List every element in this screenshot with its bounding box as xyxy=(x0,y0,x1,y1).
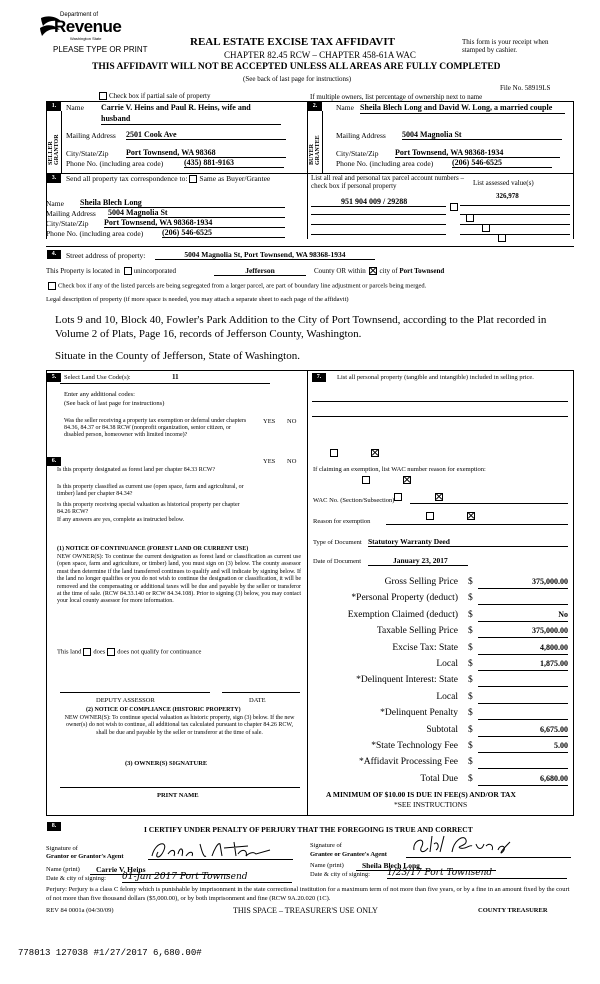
s3-phone: (206) 546-6525 xyxy=(162,228,285,238)
location-line: This Property is located in unincorporated xyxy=(46,267,177,275)
buyer-mailing: 5004 Magnolia St xyxy=(402,130,562,140)
s6-q3: Is this property receiving special valuation as historical property per chapter 84.26 RCW? xyxy=(57,502,240,515)
logo-main: Revenue xyxy=(54,17,122,36)
partial-sale[interactable]: Check box if partial sale of property xyxy=(97,92,210,100)
buyer-city: Port Townsend, WA 98368-1934 xyxy=(395,148,560,158)
parcel-number: 951 904 009 / 29288 xyxy=(311,197,446,207)
s6-q2: Is this property classified as current use (open space, farm and agricultural, or timber) land per chapter 84.34? xyxy=(57,484,244,497)
tax-row-label: *State Technology Fee xyxy=(371,741,458,751)
see-instructions: *SEE INSTRUCTIONS xyxy=(394,800,468,809)
s6-yes: YES xyxy=(263,458,276,465)
grantor-name-label: Name (print) xyxy=(46,866,80,873)
parcel4-checkbox[interactable] xyxy=(498,234,506,242)
tax-row-label: Total Due xyxy=(420,774,458,784)
section-2-badge: 2. xyxy=(308,102,322,111)
logo-top: Department of xyxy=(60,12,99,18)
tax-row-value[interactable]: 5.00 xyxy=(478,741,568,753)
buyer-mailing-label: Mailing Address xyxy=(336,131,386,140)
s6-q1-yes[interactable] xyxy=(362,476,370,484)
s6-q2-yes[interactable] xyxy=(394,493,402,501)
segregated-line[interactable]: Check box if any of the listed parcels are being segregated from a larger parcel, are part of boundary line adjustment or parcels being merged. xyxy=(46,282,426,290)
county-name: Jefferson xyxy=(214,266,306,276)
form-warning: THIS AFFIDAVIT WILL NOT BE ACCEPTED UNLESS ALL AREAS ARE FULLY COMPLETED xyxy=(92,62,501,72)
s6-q1-no[interactable] xyxy=(403,476,411,484)
tax-row-label: *Delinquent Penalty xyxy=(380,708,458,718)
owner-signature: (3) OWNER(S) SIGNATURE xyxy=(125,760,208,767)
buyer-name-label: Name xyxy=(336,103,354,112)
within-city-checkbox[interactable] xyxy=(369,267,377,275)
street-address: 5004 Magnolia St, Port Townsend, WA 98368-1934 xyxy=(155,250,375,260)
s3-phone-label: Phone No. (including area code) xyxy=(46,229,144,238)
s3-mailing-label: Mailing Address xyxy=(46,209,96,218)
tax-row-value[interactable]: 6,675.00 xyxy=(478,725,568,737)
doc-date: January 23, 2017 xyxy=(368,556,468,566)
tax-row-value[interactable]: 4,800.00 xyxy=(478,643,568,655)
file-no: File No. 58919LS xyxy=(500,84,551,92)
send-correspondence[interactable]: Send all property tax correspondence to: Same as Buyer/Grantee xyxy=(66,174,271,183)
rev-number: REV 84 0001a (04/30/09) xyxy=(46,907,114,914)
tax-row-label: Taxable Selling Price xyxy=(376,626,458,636)
tax-row-value[interactable]: 6,680.00 xyxy=(478,774,568,786)
s6-note: If any answers are yes, complete as instructed below. xyxy=(57,517,185,523)
seller-grantor-label: SELLER GRANTOR xyxy=(48,134,60,165)
grantor-sig-label: Signature of xyxy=(46,845,78,852)
print-name: PRINT NAME xyxy=(157,792,199,799)
assessed-value: 326,978 xyxy=(496,192,519,200)
tax-row-currency: $ xyxy=(468,610,473,620)
wac-claim: If claiming an exemption, list WAC number reason for exemption: xyxy=(313,466,486,473)
seller-phone-label: Phone No. (including area code) xyxy=(66,159,164,168)
notice1-text: NEW OWNER(S): To continue the current designation as forest land or classification as current use (open space, farm and agriculture, or timber) land, you must sign on (3) below. The county assessor must then determine if the land transferred continues to qualify and will indicate by signing below. If the land no longer qualifies or you do not wish to continue the designation or classification, it will be removed and the compensating or additional taxes will be due and payable by the seller or transferor at the time of sale. (RCW 84.33.140 or RCW 84.34.108). Prior to signing (3) below, you may contact your local county assessor for more information. xyxy=(57,554,301,605)
section-6-badge: 6. xyxy=(47,457,61,466)
revenue-logo xyxy=(38,12,122,46)
multiple-owners: If multiple owners, list percentage of ownership next to name xyxy=(310,93,483,101)
perjury-notice: Perjury: Perjury is a class C felony which is punishable by imprisonment in the state correctional institution for a maximum term of not more than five years, or by a fine in an amount fixed by the court of not more than five thousand dollars ($5,000.00), or by both imprisonment and fine (RCW 9A.20.020 (1C). xyxy=(46,886,570,902)
tax-row-label: *Affidavit Processing Fee xyxy=(358,757,458,767)
tax-row-value[interactable]: 1,875.00 xyxy=(478,659,568,671)
assessor-date: DATE xyxy=(249,697,266,704)
s3-name: Sheila Blech Long xyxy=(80,198,285,208)
grantor-name: Carrie V. Heins xyxy=(90,865,230,875)
section-7-badge: 7. xyxy=(312,373,326,382)
s5-no-checkbox[interactable] xyxy=(371,449,379,457)
buyer-city-label: City/State/Zip xyxy=(336,149,379,158)
personal-property-label: List all personal property (tangible and intangible) included in selling price. xyxy=(337,374,534,381)
tax-row-currency: $ xyxy=(468,593,473,603)
notice2-title: (2) NOTICE OF COMPLIANCE (HISTORIC PROPERTY) xyxy=(86,707,241,713)
parcel2-checkbox[interactable] xyxy=(466,214,474,222)
land-use-label: Select Land Use Code(s): xyxy=(64,374,131,381)
grantor-date-handwritten: 01-Jan 2017 Port Townsend xyxy=(122,872,292,883)
tax-row-currency: $ xyxy=(468,708,473,718)
please-type: PLEASE TYPE OR PRINT xyxy=(53,45,148,54)
s6-q2-no[interactable] xyxy=(435,493,443,501)
cashier-stamp: 778013 127038 #1/27/2017 6,680.00# xyxy=(18,948,202,958)
tax-row-value[interactable] xyxy=(478,675,568,687)
section-4-badge: 4. xyxy=(47,250,61,259)
tax-row-label: Local xyxy=(436,692,458,702)
tax-row-value[interactable] xyxy=(478,692,568,704)
form-chapter: CHAPTER 82.45 RCW – CHAPTER 458-61A WAC xyxy=(224,50,416,60)
s5-no: NO xyxy=(287,418,297,425)
tax-row-currency: $ xyxy=(468,757,473,767)
notice1-title: (1) NOTICE OF CONTINUANCE (FOREST LAND OR CURRENT USE) xyxy=(57,546,249,552)
tax-row-value[interactable]: 375,000.00 xyxy=(478,626,568,638)
parcel3-checkbox[interactable] xyxy=(482,224,490,232)
tax-row-currency: $ xyxy=(468,577,473,587)
seller-mailing-label: Mailing Address xyxy=(66,131,116,140)
grantee-name-label: Name (print) xyxy=(310,862,344,869)
county-or: County OR within city of Port Townsend xyxy=(314,267,445,275)
tax-row-label: Exemption Claimed (deduct) xyxy=(347,610,458,620)
this-land-line: This land does does not qualify for continuance xyxy=(57,648,202,656)
segregated-checkbox[interactable] xyxy=(48,282,56,290)
section-8-badge: 8. xyxy=(47,822,61,831)
s3-mailing: 5004 Magnolia St xyxy=(108,208,285,218)
seller-phone: (435) 881-9163 xyxy=(184,158,284,168)
tax-row-currency: $ xyxy=(468,692,473,702)
section-3-badge: 3. xyxy=(47,174,61,183)
section-5-badge: 5. xyxy=(47,373,61,382)
additional-codes-note: (See back of last page for instructions) xyxy=(64,400,165,407)
buyer-phone: (206) 546-6525 xyxy=(452,158,552,168)
grantor-signature xyxy=(150,838,290,864)
street-label: Street address of property: xyxy=(66,251,146,260)
tax-row-label: Local xyxy=(436,659,458,669)
tax-row-value[interactable]: No xyxy=(478,610,568,622)
does-checkbox[interactable] xyxy=(83,648,91,656)
s3-city: Port Townsend, WA 98368-1934 xyxy=(104,218,285,228)
tax-row-label: *Personal Property (deduct) xyxy=(351,593,458,603)
minimum-due: A MINIMUM OF $10.00 IS DUE IN FEE(S) AND/OR TAX xyxy=(326,790,516,799)
grantee-date-label: Date & city of signing: xyxy=(310,871,370,878)
form-title: REAL ESTATE EXCISE TAX AFFIDAVIT xyxy=(190,36,395,48)
logo-sub: Washington State xyxy=(70,36,102,41)
s5-yes: YES xyxy=(263,418,276,425)
treasurer-space: THIS SPACE – TREASURER'S USE ONLY xyxy=(233,906,378,915)
tax-row-value[interactable] xyxy=(478,708,568,720)
grantee-sig-label: Signature of xyxy=(310,842,342,849)
grantee-signature xyxy=(410,832,520,858)
tax-row-value[interactable]: 375,000.00 xyxy=(478,577,568,589)
notice2-text: NEW OWNER(S): To continue special valuation as historic property, sign (3) below. If the new owner(s) do not wish to continue, all additional tax calculated pursuant to chapter 84.26 RCW, shall be due and payable by the seller or transferor at the time of sale. xyxy=(64,715,295,736)
tax-row-currency: $ xyxy=(468,675,473,685)
tax-row-label: Subtotal xyxy=(426,725,458,735)
doc-type: Statutory Warranty Deed xyxy=(368,537,568,547)
doc-date-label: Date of Document xyxy=(313,558,362,565)
receipt-note: This form is your receipt when stamped by cashier. xyxy=(462,38,549,54)
tax-row-currency: $ xyxy=(468,774,473,784)
seller-name: Carrie V. Heins and Paul R. Heins, wife and husband xyxy=(101,102,281,125)
tax-row-currency: $ xyxy=(468,643,473,653)
s3-city-label: City/State/Zip xyxy=(46,219,89,228)
legal-label: Legal description of property (if more space is needed, you may attach a separate sheet to each page of the affidavit) xyxy=(46,296,349,303)
s6-q1: Is this property designated as forest land per chapter 84.33 RCW? xyxy=(57,467,216,473)
certify-statement: I CERTIFY UNDER PENALTY OF PERJURY THAT THE FOREGOING IS TRUE AND CORRECT xyxy=(144,825,473,834)
doc-type-label: Type of Document xyxy=(313,539,362,546)
grantee-agent: Grantee or Grantee's Agent xyxy=(310,851,387,858)
seller-city-label: City/State/Zip xyxy=(66,149,109,158)
tax-row-currency: $ xyxy=(468,725,473,735)
parcel-personal-checkbox[interactable] xyxy=(450,203,458,211)
tax-row-currency: $ xyxy=(468,659,473,669)
grantor-date-label: Date & city of signing: xyxy=(46,875,106,882)
deputy-assessor: DEPUTY ASSESSOR xyxy=(96,697,155,704)
tax-row-value[interactable] xyxy=(478,757,568,769)
s6-q3-no[interactable] xyxy=(467,512,475,520)
see-back: (See back of last page for instructions) xyxy=(243,75,352,83)
situate-text: Situate in the County of Jefferson, State of Washington. xyxy=(55,350,300,362)
grantee-date-handwritten: 1/23/17 Port Townsend xyxy=(387,868,567,879)
unincorporated-checkbox[interactable] xyxy=(124,267,132,275)
parcel-header: List all real and personal tax parcel account numbers – check box if personal property xyxy=(311,174,464,190)
tax-row-currency: $ xyxy=(468,741,473,751)
same-as-buyer-checkbox[interactable] xyxy=(189,175,197,183)
does-not-checkbox[interactable] xyxy=(107,648,115,656)
seller-mailing: 2501 Cook Ave xyxy=(126,130,286,140)
seller-name-label: Name xyxy=(66,103,84,112)
grantee-name: Sheila Blech Long xyxy=(356,861,496,871)
tax-row-currency: $ xyxy=(468,626,473,636)
s6-q3-yes[interactable] xyxy=(426,512,434,520)
tax-row-label: Gross Selling Price xyxy=(384,577,458,587)
s5-yes-checkbox[interactable] xyxy=(330,449,338,457)
section-1-badge: 1. xyxy=(47,102,61,111)
s6-no: NO xyxy=(287,458,297,465)
additional-codes-label: Enter any additional codes: xyxy=(64,391,135,398)
land-use-code: 11 xyxy=(172,373,179,381)
exemption-question: Was the seller receiving a property tax exemption or deferral under chapters 84.36, 84.37 or 84.38 RCW (nonprofit organization, senior citizen, or disabled person, homeowner with limited income)? xyxy=(64,418,247,438)
reason-label: Reason for exemption xyxy=(313,518,371,525)
tax-row-label: *Delinquent Interest: State xyxy=(356,675,458,685)
buyer-name: Sheila Blech Long and David W. Long, a married couple xyxy=(360,102,565,114)
tax-row-label: Excise Tax: State xyxy=(392,643,458,653)
buyer-grantee-label: BUYER GRANTEE xyxy=(309,135,321,165)
buyer-phone-label: Phone No. (including area code) xyxy=(336,159,434,168)
s3-name-label: Name xyxy=(46,199,64,208)
county-treasurer: COUNTY TREASURER xyxy=(478,907,548,914)
grantor-agent: Grantor or Grantor's Agent xyxy=(46,853,124,860)
seller-city: Port Townsend, WA 98368 xyxy=(126,148,286,158)
wac-no-label: WAC No. (Section/Subsection) xyxy=(313,497,395,504)
partial-sale-checkbox[interactable] xyxy=(99,92,107,100)
tax-row-value[interactable] xyxy=(478,593,568,605)
legal-description: Lots 9 and 10, Block 40, Fowler's Park Addition to the City of Port Townsend, according to the Plat recorded in Volume 2 of Plats, Page 16, records of Jefferson County, Washington. xyxy=(55,314,547,340)
assessed-header: List assessed value(s) xyxy=(473,179,534,187)
